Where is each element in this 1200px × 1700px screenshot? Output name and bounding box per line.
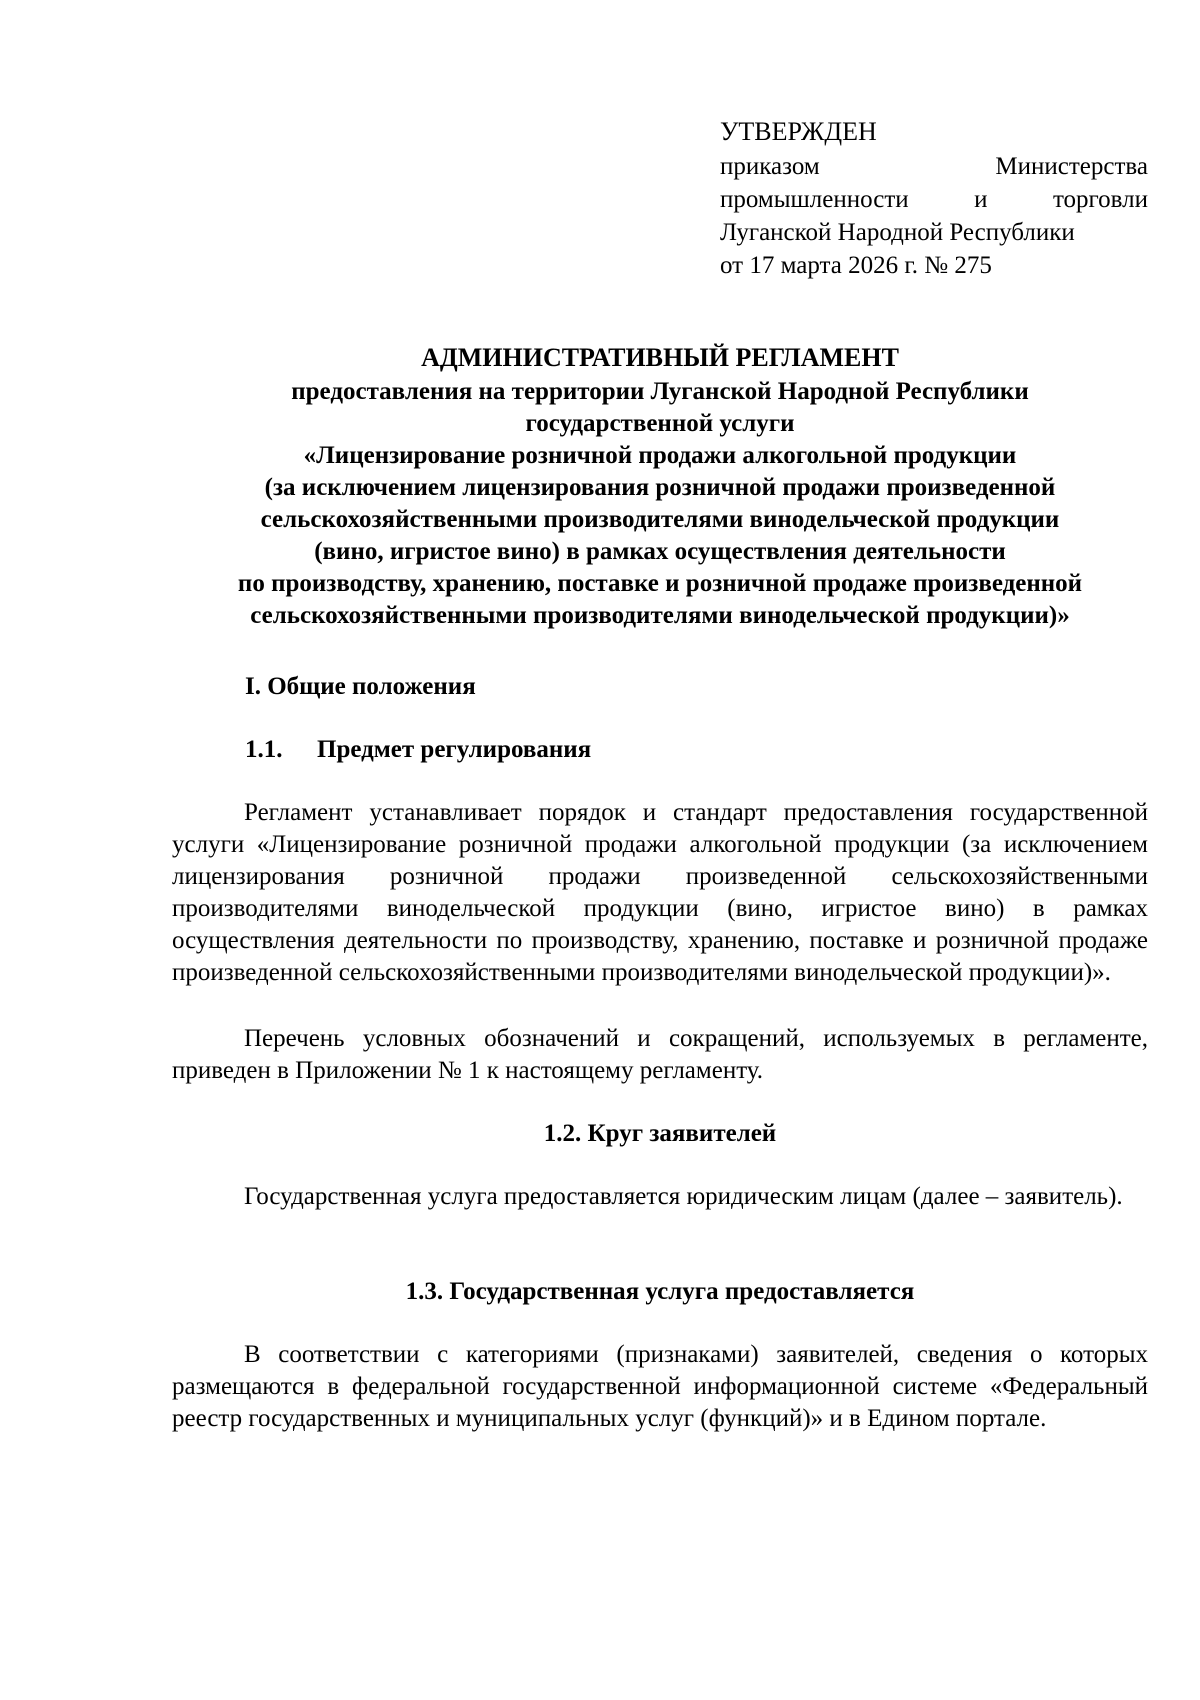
paragraph-subject [172, 797, 1148, 989]
subsection-heading-1-1 [245, 734, 591, 766]
paragraph-text: Государственная услуга предоставляется юридическим лицам (далее – заявитель). [244, 1183, 1123, 1210]
approval-line-2: промышленности и торговли [720, 186, 1148, 213]
approval-line-4: от 17 марта 2026 г. № 275 [720, 252, 992, 279]
approval-line-3: Луганской Народной Республики [720, 219, 1075, 246]
title-line: сельскохозяйственными производителями винодельческой продукции [260, 506, 1060, 533]
title-line: (за исключением лицензирования розничной продажи произведенной [264, 474, 1056, 501]
subsection-number: 1.1. [245, 736, 283, 763]
title-line: государственной услуги [525, 410, 795, 437]
title-main: АДМИНИСТРАТИВНЫЙ РЕГЛАМЕНТ [421, 343, 899, 372]
title-line: предоставления на территории Луганской Народной Республики [291, 378, 1029, 405]
approval-line-1: приказом Министерства [720, 153, 1148, 180]
section-heading: I. Общие положения [245, 673, 476, 700]
subsection-heading-1-2: 1.2. Круг заявителей [543, 1120, 777, 1147]
paragraph-text: В соответствии с категориями (признаками) заявителей, сведения о которых размещаются в федеральной государственной информационной системе «Федеральный реестр государственных и муниципальных услуг (функций)» и в Едином портале. [172, 1341, 1148, 1432]
approved-label: УТВЕРЖДЕН [720, 117, 877, 146]
paragraph-text: Перечень условных обозначений и сокращений, используемых в регламенте, приведен в Приложении № 1 к настоящему регламенту. [172, 1025, 1148, 1084]
subsection-heading-1-3: 1.3. Государственная услуга предоставляется [405, 1278, 915, 1305]
paragraph-applicants [172, 1181, 1148, 1213]
title-line: сельскохозяйственными производителями винодельческой продукции)» [250, 602, 1070, 629]
title-line: по производству, хранению, поставке и розничной продаже произведенной [237, 570, 1083, 597]
title-line: «Лицензирование розничной продажи алкогольной продукции [303, 442, 1017, 469]
document-title [172, 340, 1148, 632]
subsection-title: Предмет регулирования [317, 736, 592, 763]
title-line: (вино, игристое вино) в рамках осуществления деятельности [314, 538, 1006, 565]
paragraph-abbreviations [172, 1023, 1148, 1087]
approval-stamp [720, 114, 1148, 282]
paragraph-categories [172, 1339, 1148, 1435]
paragraph-text: Регламент устанавливает порядок и стандарт предоставления государственной услуги «Лицензирование розничной продажи алкогольной продукции (за исключением лицензирования розничной продажи произведенной сельскохозяйственными производителями винодельческой продукции (вино, игристое вино) в рамках осуществления деятельности по производству, хранению, поставке и розничной продаже произведенной сельскохозяйственными производителями винодельческой продукции)». [172, 799, 1148, 986]
